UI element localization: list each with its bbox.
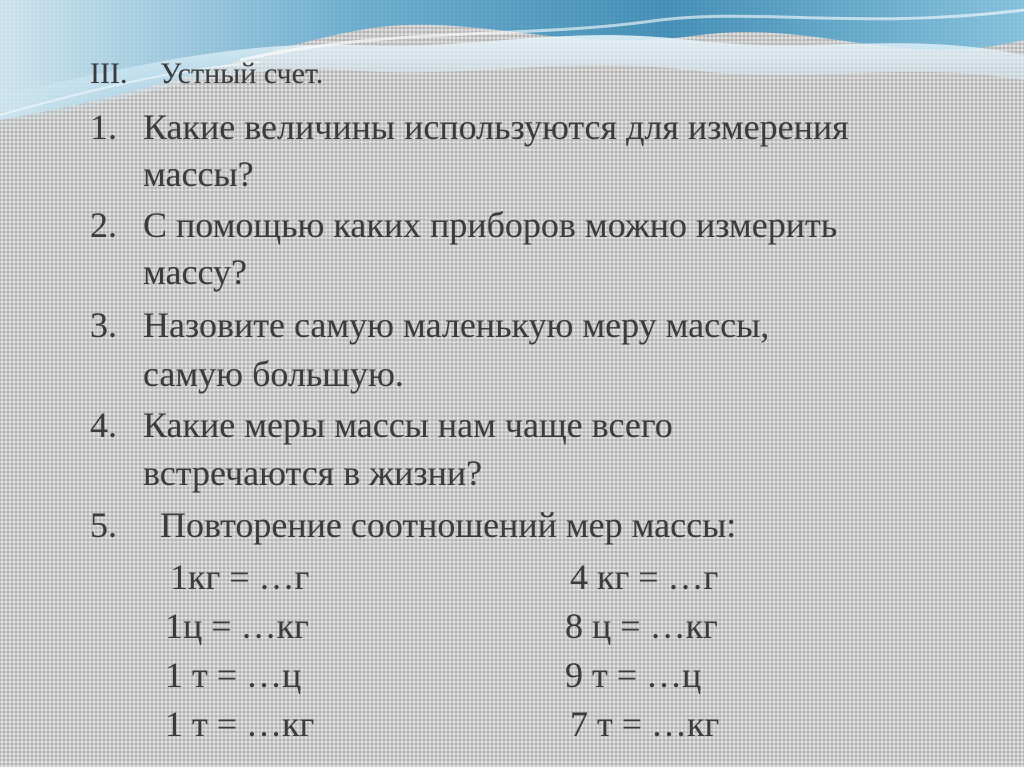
question-4-line-2: встречаются в жизни? [143,453,483,493]
equation-left-4: 1 т = …кг [165,704,315,744]
question-2-line-1: С помощью каких приборов можно измерить [143,205,838,245]
equation-right-1: 4 кг = …г [570,557,719,597]
question-4-number: 4. [90,405,117,445]
question-5-line-1: Повторение соотношений мер массы: [160,505,737,545]
question-3-line-2: самую большую. [143,354,404,394]
question-2-line-2: массу? [143,252,247,292]
question-1-line-1: Какие величины используются для измерения [143,107,849,147]
question-1-line-2: массы? [143,154,254,194]
question-1-number: 1. [90,107,117,147]
equation-right-4: 7 т = …кг [570,704,720,744]
question-3-line-1: Назовите самую маленькую меру массы, [143,305,770,345]
section-number: III. [90,57,128,90]
question-4-line-1: Какие меры массы нам чаще всего [143,405,673,445]
question-3-number: 3. [90,305,117,345]
equation-left-1: 1кг = …г [170,557,310,597]
equation-left-2: 1ц = …кг [165,606,309,646]
section-title: Устный счет. [160,57,324,90]
equation-right-3: 9 т = …ц [565,655,702,695]
equation-left-3: 1 т = …ц [165,655,302,695]
question-5-number: 5. [90,505,117,545]
question-2-number: 2. [90,205,117,245]
equation-right-2: 8 ц = …кг [565,606,718,646]
